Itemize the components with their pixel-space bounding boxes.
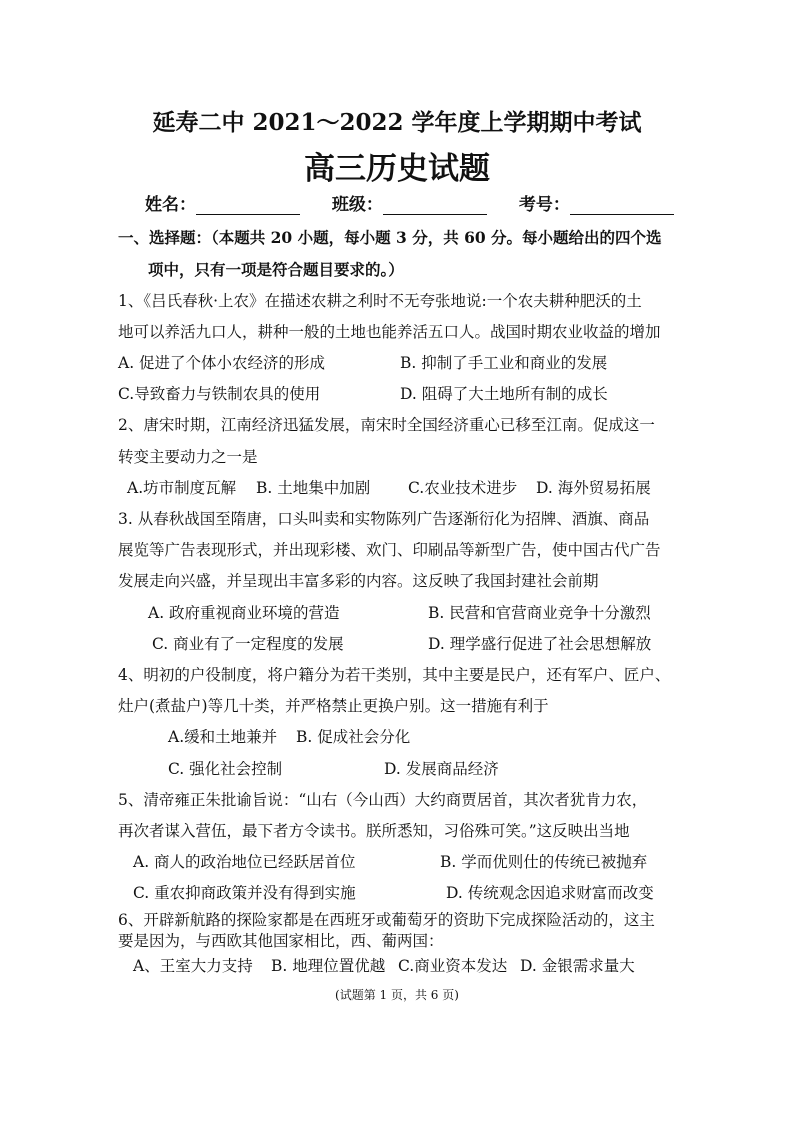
q4-stem-line1: 4、明初的户役制度，将户籍分为若干类别，其中主要是民户，还有军户、匠户、 — [118, 666, 671, 684]
q1-option-b: B. 抑制了手工业和商业的发展 — [400, 354, 608, 372]
q3-stem-line3: 发展走向兴盛，并呈现出丰富多彩的内容。这反映了我国封建社会前期 — [118, 572, 599, 590]
q5-option-a: A. 商人的政治地位已经跃居首位 — [133, 853, 356, 871]
q4-option-b: B. 促成社会分化 — [296, 728, 411, 746]
student-info-line — [145, 190, 674, 215]
q5-option-b: B. 学而优则仕的传统已被抛弃 — [440, 853, 648, 871]
class-label: 班级： — [331, 195, 383, 215]
q3-stem-line1: 3. 从春秋战国至隋唐，口头叫卖和实物陈列广告逐渐衍化为招牌、酒旗、商品 — [118, 510, 650, 528]
q1-stem-line2: 地可以养活九口人，耕种一般的土地也能养活五口人。战国时期农业收益的增加 — [118, 323, 661, 341]
q1-option-a: A. 促进了个体小农经济的形成 — [118, 354, 326, 372]
q3-option-a: A. 政府重视商业环境的营造 — [148, 604, 340, 622]
q6-stem-line2: 要是因为，与西欧其他国家相比，西、葡两国： — [118, 932, 444, 950]
q1-option-c: C.导致畜力与铁制农具的使用 — [118, 385, 321, 403]
subject-title: 高三历史试题 — [304, 151, 490, 187]
q5-stem-line1: 5、清帝雍正朱批谕旨说：“山右（今山西）大约商贾居首，其次者犹肯力农， — [118, 791, 648, 809]
section-instruction-line2: 项中，只有一项是符合题目要求的。） — [148, 260, 404, 279]
q1-stem-line1: 1、《吕氏春秋·上农》在描述农耕之利时不无夸张地说:一个农夫耕种肥沃的土 — [118, 292, 642, 310]
q6-option-c: C.商业资本发达 — [398, 957, 508, 975]
q4-option-d: D. 发展商品经济 — [384, 760, 499, 778]
q2-option-c: C.农业技术进步 — [408, 479, 518, 497]
exam-title: 延寿二中 2021～2022 学年度上学期期中考试 — [152, 109, 642, 136]
name-blank — [196, 198, 300, 215]
section-instruction-line1: 一、选择题：（本题共 20 小题，每小题 3 分，共 60 分。每小题给出的四个选 — [118, 228, 662, 247]
q3-stem-line2: 展览等广告表现形式，并出现彩楼、欢门、印刷品等新型广告，使中国古代广告 — [118, 541, 661, 559]
q6-stem-line1: 6、开辟新航路的探险家都是在西班牙或葡萄牙的资助下完成探险活动的，这主 — [118, 911, 655, 929]
exam-number-blank — [570, 198, 674, 215]
q5-option-d: D. 传统观念因追求财富而改变 — [446, 884, 654, 902]
exam-number-label: 考号： — [518, 195, 570, 215]
q3-option-b: B. 民营和官营商业竞争十分激烈 — [428, 604, 651, 622]
q1-option-d: D. 阻碍了大土地所有制的成长 — [400, 385, 608, 403]
q2-option-a: A.坊市制度瓦解 — [127, 479, 237, 497]
q2-option-b: B. 土地集中加剧 — [256, 479, 371, 497]
class-blank — [383, 198, 487, 215]
q2-option-d: D. 海外贸易拓展 — [536, 479, 651, 497]
q2-stem-line1: 2、唐宋时期，江南经济迅猛发展，南宋时全国经济重心已移至江南。促成这一 — [118, 416, 655, 434]
q5-stem-line2: 再次者谋入营伍，最下者方令读书。朕所悉知，习俗殊可笑。”这反映出当地 — [118, 822, 630, 840]
q6-option-d: D. 金银需求量大 — [520, 957, 635, 975]
q4-option-a: A.缓和土地兼并 — [168, 728, 278, 746]
q3-option-d: D. 理学盛行促进了社会思想解放 — [428, 635, 652, 653]
q3-option-c: C. 商业有了一定程度的发展 — [152, 635, 344, 653]
page-footer: (试题第 1 页，共 6 页) — [335, 988, 459, 1002]
q6-option-b: B. 地理位置优越 — [271, 957, 386, 975]
q5-option-c: C. 重农抑商政策并没有得到实施 — [133, 884, 356, 902]
q4-stem-line2: 灶户(煮盐户)等几十类，并严格禁止更换户别。这一措施有利于 — [118, 697, 549, 715]
q4-option-c: C. 强化社会控制 — [168, 760, 283, 778]
q6-option-a: A、王室大力支持 — [133, 957, 253, 975]
name-label: 姓名： — [145, 195, 196, 215]
q2-stem-line2: 转变主要动力之一是 — [118, 448, 258, 466]
